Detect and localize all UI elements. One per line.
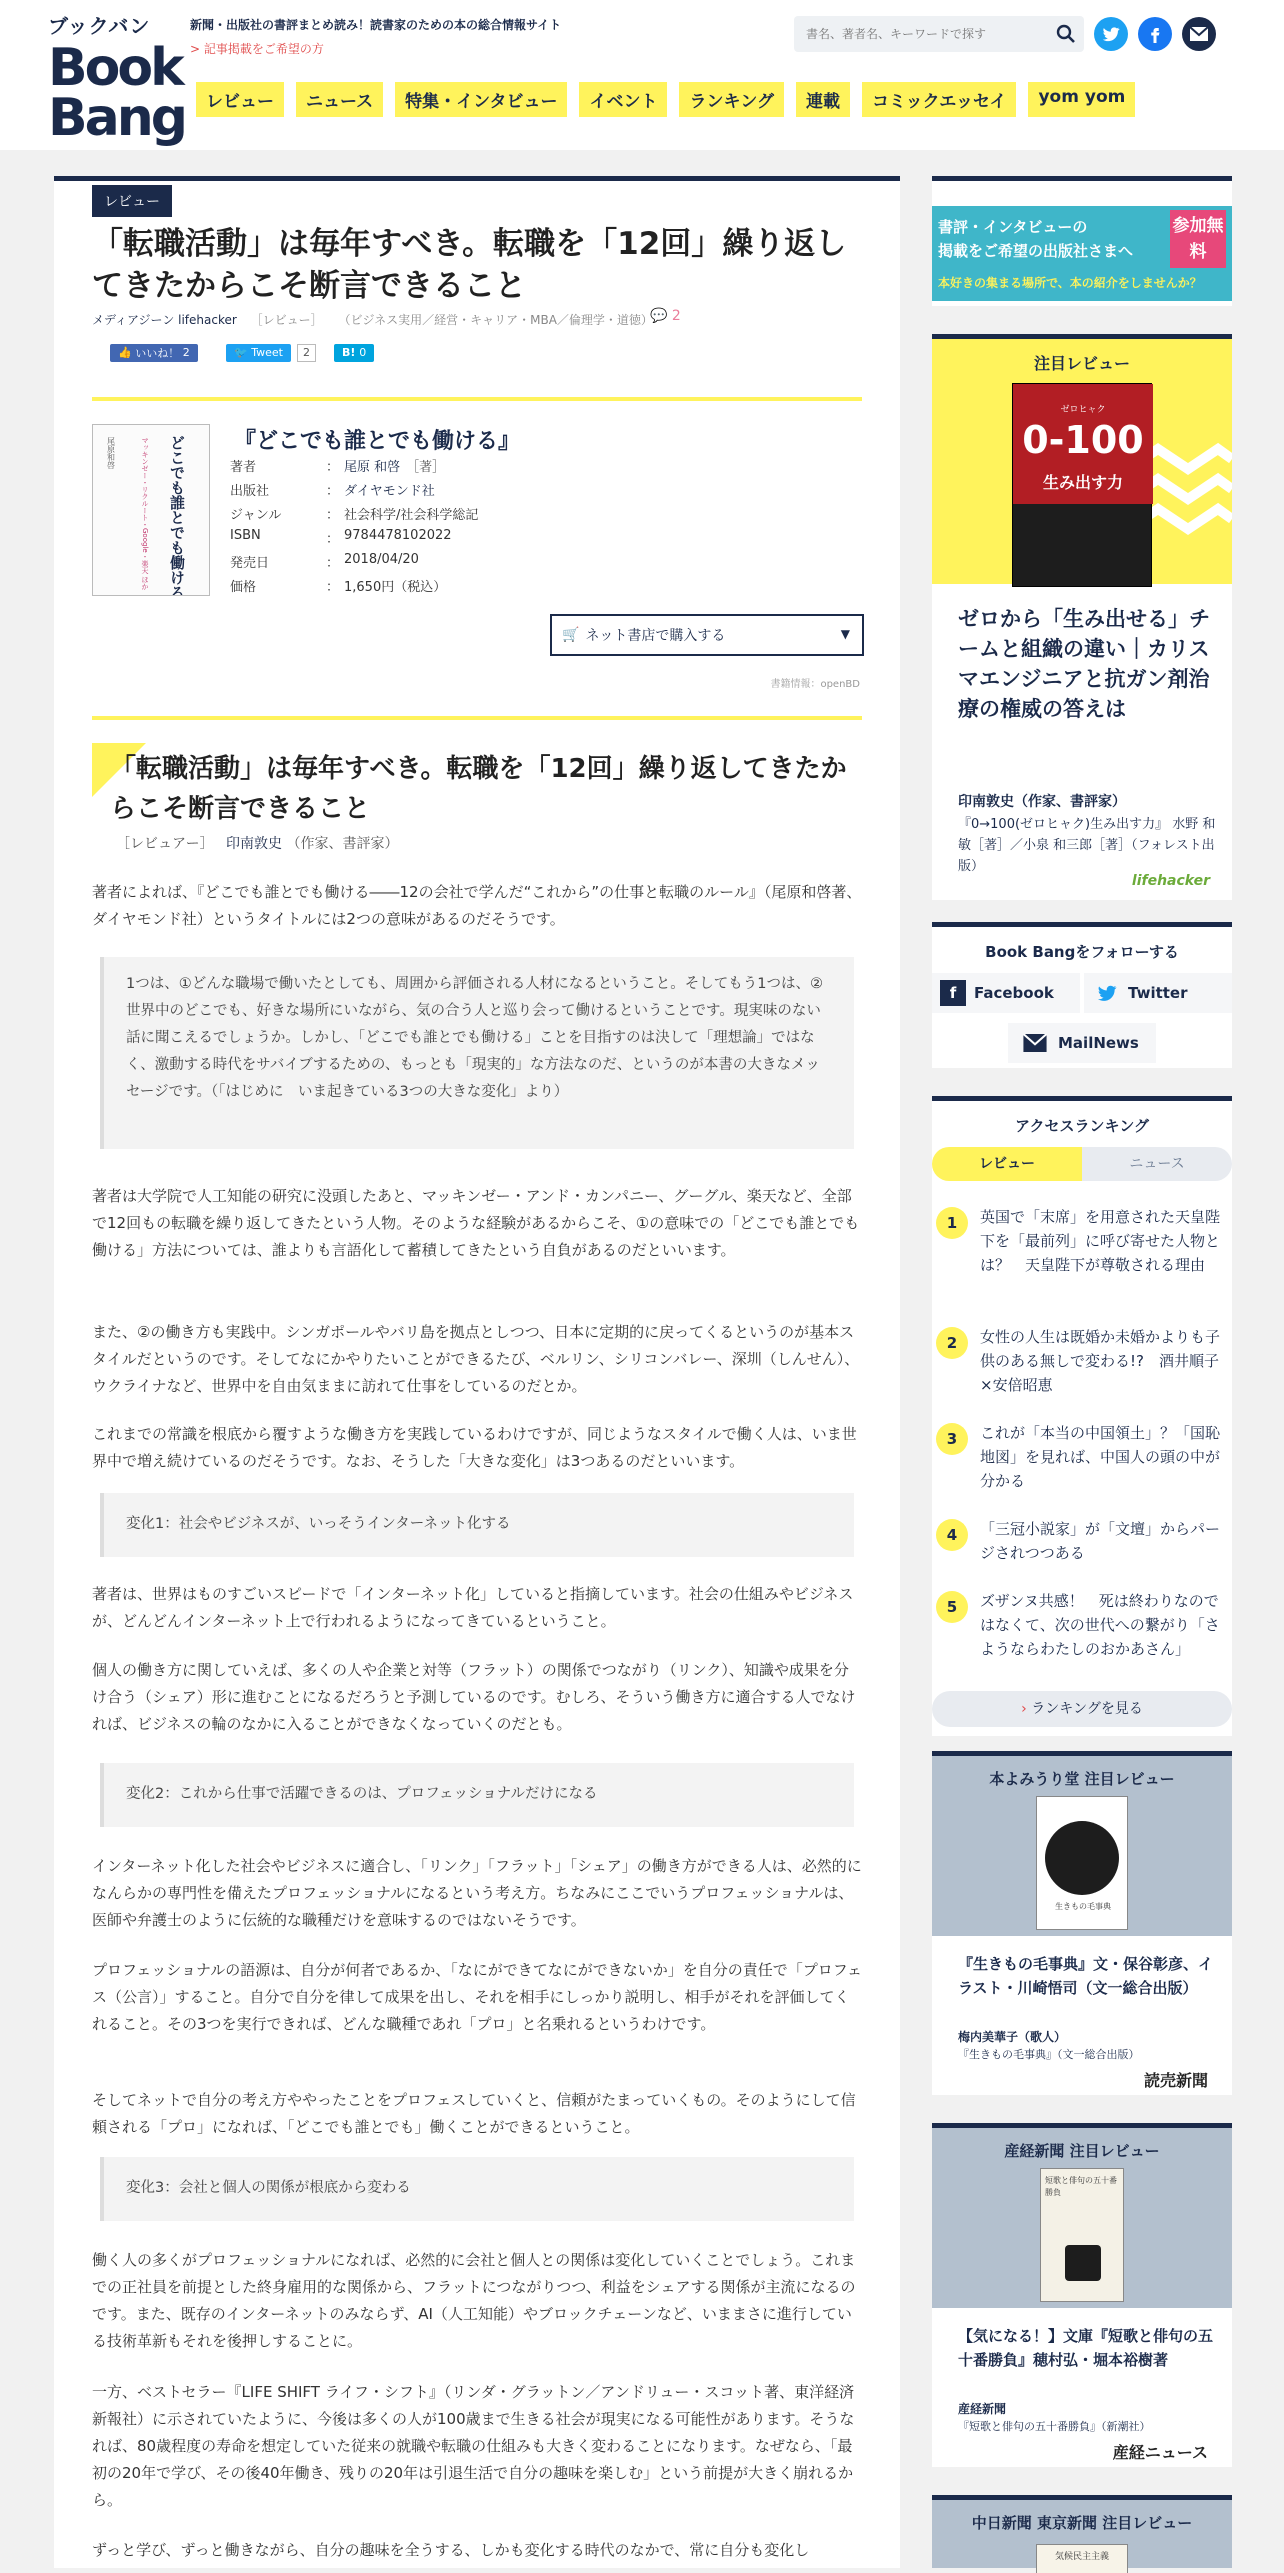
category-badge[interactable]: レビュー <box>92 185 172 217</box>
featured-title[interactable]: ゼロから「生み出せる」チームと組織の違い｜カリスマエンジニアと抗ガン剤治療の権威の答えは <box>958 607 1210 721</box>
change-heading: 変化1：社会やビジネスが、いっそうインターネット化する <box>100 1493 854 1557</box>
ranking-item[interactable]: 2 女性の人生は既婚か未婚かよりも子供のある無しで変わる!? 酒井順子×安倍昭恵 <box>932 1325 1232 1397</box>
author-link[interactable]: 尾原 和啓 <box>344 460 401 475</box>
article-meta <box>92 311 653 328</box>
site-header <box>0 0 1284 150</box>
follow-heading: Book Bangをフォローする <box>985 943 1179 961</box>
divider <box>92 397 862 401</box>
book-cover[interactable] <box>92 424 210 596</box>
tweet-button[interactable]: 🐦 Tweet 2 <box>226 343 316 362</box>
article-source[interactable]: メディアジーン lifehacker <box>92 313 237 327</box>
ad-line2: 掲載をご希望の出版社さまへ <box>938 242 1134 260</box>
main-nav <box>196 82 1135 117</box>
body-paragraph: 個人の働き方に関していえば、多くの人や企業と対等（フラット）の関係でつながり（リンク）、知識や成果を分け合う（シェア）形に進むことになるだろうと予測しているのです。むしろ、そういう働き方に適合する人でなければ、ビジネスの輪のなかに入ることができなくなっていくのだとも。 <box>92 1661 856 1733</box>
ranking-heading: アクセスランキング <box>1014 1117 1150 1135</box>
search-input[interactable] <box>794 16 1044 52</box>
ad-banner[interactable] <box>932 176 1232 306</box>
book-title[interactable]: 『どこでも誰とでも働ける』 <box>234 429 521 454</box>
sankei-heading: 産経新聞 注目レビュー <box>1004 2142 1160 2160</box>
comment-icon: 💬 <box>650 308 668 324</box>
featured-book-info[interactable]: 『0→100(ゼロヒャク)生み出す力』 水野 和敏［著］／小泉 和三郎［著］（フォレスト出版） <box>958 817 1216 874</box>
twitter-icon <box>1094 982 1120 1004</box>
publisher-link[interactable]: ダイヤモンド社 <box>344 484 435 499</box>
tab-review[interactable]: レビュー <box>932 1147 1082 1181</box>
comment-count[interactable]: 💬 2 <box>650 308 681 324</box>
divider <box>92 716 862 720</box>
ranking-more-button[interactable]: › ランキングを見る <box>932 1691 1232 1727</box>
yomiuri-heading: 本よみうり堂 注目レビュー <box>989 1770 1175 1788</box>
change-heading: 変化3：会社と個人の関係が根底から変わる <box>100 2157 854 2221</box>
mail-icon <box>1022 1034 1048 1052</box>
featured-heading: 注目レビュー <box>1033 354 1130 373</box>
body-paragraph: また、②の働き方も実践中。シンガポールやバリ島を拠点としつつ、日本に定期的に戻ってくるというのが基本スタイルだというのです。そしてなにかやりたいことができるたび、ベルリン、シリコンバレー、深圳（しんせん）、ウクライナなど、世界中を自由気ままに訪れて仕事をしているのだとか。 <box>92 1323 860 1395</box>
chunichi-heading: 中日新聞 東京新聞 注目レビュー <box>971 2514 1193 2532</box>
facebook-icon: f <box>940 980 966 1006</box>
ad-line1: 書評・インタビューの <box>938 218 1088 236</box>
sankei-book-cover[interactable]: 短歌と俳句の五十番勝負 <box>1040 2168 1124 2302</box>
article-genre[interactable]: （ビジネス実用／経営・キャリア・MBA／倫理学・道徳） <box>338 313 653 327</box>
facebook-icon[interactable] <box>1138 17 1172 51</box>
yomiuri-review-card <box>932 1751 1232 2095</box>
featured-book-cover[interactable]: ゼロヒャク 0-100 生み出す力 <box>1012 383 1152 587</box>
cover-title: どこでも誰とでも働ける <box>168 435 186 595</box>
listing-request-link[interactable]: > 記事掲載をご希望の方 <box>190 42 324 56</box>
body-paragraph: 著者は大学院で人工知能の研究に没頭したあと、マッキンゼー・アンド・カンパニー、グーグル、楽天など、全部で12回もの転職を繰り返してきたという人物。そのような経験があるからこそ、①の意味での「どこでも誰とでも働ける」方法については、誰よりも言語化して蓄積してきたという自負があるのだといいます。 <box>92 1187 860 1259</box>
lifehacker-logo: lifehacker <box>1131 873 1210 889</box>
chevron-down-icon: ▼ <box>840 627 850 641</box>
article-category[interactable]: ［レビュー］ <box>250 313 323 327</box>
cover-author: 尾原和啓 <box>106 437 116 469</box>
site-tagline: 新聞・出版社の書評まとめ読み！読書家のための本の総合情報サイト <box>190 18 562 32</box>
like-thumb-icon: 👍 <box>118 346 136 359</box>
nav-event[interactable]: イベント <box>579 82 667 117</box>
body-paragraph: 働く人の多くがプロフェッショナルになれば、必然的に会社と個人との関係は変化していくことでしょう。これまでの正社員を前提とした終身雇用的な関係から、フラットにつながりつつ、利益をシェアする関係が主流になるのです。また、既存のインターネットのみならず、AI（人工知能）やブロックチェーンなど、いままさに進行している技術革新もそれを後押しすることに。 <box>92 2251 856 2350</box>
facebook-like[interactable]: 👍 いいね！ 2 <box>110 343 198 362</box>
body-paragraph: ずっと学び、ずっと働きながら、自分の趣味を全うする、しかも変化する時代のなかで、常に自分も変化し <box>92 2541 810 2559</box>
nav-comic-essay[interactable]: コミックエッセイ <box>862 82 1016 117</box>
twitter-icon[interactable] <box>1094 17 1128 51</box>
body-paragraph: これまでの常識を根底から覆すような働き方を実践しているわけですが、同じようなスタイルで働く人は、いま世界中で増え続けているのだそうです。なお、そうした「大きな変化」は3つあるのだといいます。 <box>92 1425 857 1470</box>
follow-mail-button[interactable]: MailNews <box>1008 1023 1156 1063</box>
nav-review[interactable]: レビュー <box>196 82 284 117</box>
article-title: 「転職活動」は毎年すべき。転職を「12回」繰り返してきたからこそ断言できること <box>92 226 847 304</box>
review-subtitle: 「転職活動」は毎年すべき。転職を「12回」繰り返してきたからこそ断言できること <box>110 754 847 824</box>
spec-row: 出版社 ： ダイヤモンド社 <box>230 480 590 504</box>
sankei-book[interactable]: 『短歌と俳句の五十番勝負』（新潮社） <box>958 2420 1151 2433</box>
yomiuri-book[interactable]: 『生きもの毛事典』（文一総合出版） <box>958 2048 1140 2061</box>
logo-word-bottom: Bang <box>48 88 185 148</box>
featured-author[interactable]: 印南敦史（作家、書評家） <box>958 794 1126 810</box>
nav-serial[interactable]: 連載 <box>796 82 850 117</box>
book-spec <box>230 456 590 600</box>
body-paragraph: プロフェッショナルの語源は、自分が何者であるか、「なにができてなにができないか」を自分の責任で「プロフェス（公言）」すること。自分で自分を律して成果を出し、それを相手にしっかり説明し、相手がそれを評価してくれること。その3つを実行できれば、どんな職種であれ「プロ」と名乗れるというわけです。 <box>92 1961 862 2033</box>
body-paragraph: 一方、ベストセラー『LIFE SHIFT ライフ・シフト』（リンダ・グラットン／アンドリュー・スコット著、東洋経済新報社）に示されていたように、今後は多くの人が100歳まで生きる社会が現実になる可能性があります。そうなれば、80歳程度の寿命を想定していた従来の就職や転職の仕組みも大きく変わることになります。なぜなら、「最初の20年で学び、その後40年働き、残りの20年は引退生活で自分の趣味を楽しむ」という前提が大きく崩れるから。 <box>92 2383 855 2509</box>
spec-row: ジャンル ： 社会科学/社会科学総記 <box>230 508 479 523</box>
hatena-button[interactable]: B! 0 <box>334 343 374 362</box>
nav-yomyom[interactable]: yom yom <box>1028 82 1135 117</box>
ranking-item[interactable]: 1 英国で「末席」を用意された天皇陛下を「最前列」に呼び寄せた人物とは？ 天皇陛下が尊敬される理由 <box>932 1205 1232 1301</box>
body-paragraph: 著者によれば、『どこでも誰とでも働ける――12の会社で学んだ“これから”の仕事と転職のルール』（尾原和啓著、ダイヤモンド社）というタイトルには2つの意味があるのだそうです。 <box>92 883 862 928</box>
tweet-count: 2 <box>297 344 316 362</box>
follow-twitter-button[interactable]: Twitter <box>1084 973 1232 1013</box>
body-paragraph: インターネット化した社会やビジネスに適合し、「リンク」「フラット」「シェア」の働き方ができる人は、必然的になんらかの専門性を備えたプロフェッショナルになるという考え方。ちなみにここでいうプロフェッショナルは、医師や弁護士のように伝統的な職種だけを意味するのではないそうです。 <box>92 1857 862 1929</box>
sankei-review-card <box>932 2123 1232 2467</box>
chunichi-book-cover[interactable]: 気候民主主義 <box>1036 2544 1128 2573</box>
follow-facebook-button[interactable]: f Facebook <box>932 973 1080 1013</box>
article-main <box>54 176 900 2568</box>
ranking-card <box>932 1096 1232 1736</box>
spec-row: 価格 ： 1,650円（税込） <box>230 580 447 595</box>
nav-news[interactable]: ニュース <box>296 82 383 117</box>
sankei-logo: 産経ニュース <box>1112 2443 1208 2462</box>
book-info-source: 書籍情報：openBD <box>770 679 860 690</box>
search-icon[interactable] <box>1056 24 1076 44</box>
mail-icon[interactable] <box>1182 17 1216 51</box>
tab-news[interactable]: ニュース <box>1082 1147 1232 1181</box>
cover-sub: マッキンゼー・リクルート・Google・楽天 ほか <box>141 437 149 590</box>
reviewer-link[interactable]: 印南敦史 <box>226 836 283 852</box>
buy-online-select[interactable]: 🛒 ネット書店で購入する ▼ <box>550 614 864 656</box>
quote-block: 1つは、①どんな職場で働いたとしても、周囲から評価される人材になるということ。そしてもう1つは、②世界中のどこでも、好きな場所にいながら、気の合う人と巡り会って働けるということです。現実味のない話に聞こえるでしょうか。しかし、「どこでも誰とでも働ける」ことを目指すのは決して「理想論」ではなく、激動する時代をサバイブするための、もっとも「現実的」な方法なのだ、というのが本書の大きなメッセージです。（「はじめに いま起きている3つの大きな変化」より） <box>100 957 854 1149</box>
nav-feature[interactable]: 特集・インタビュー <box>395 82 567 117</box>
body-paragraph: そしてネットで自分の考え方ややったことをプロフェスしていくと、信頼がたまっていくもの。そのようにして信頼される「プロ」になれば、「どこでも誰とでも」働くことができるということ。 <box>92 2091 856 2136</box>
chevron-right-icon: › <box>1021 1701 1032 1717</box>
logo-kana: ブックバン <box>48 14 151 38</box>
ad-line3: 本好きの集まる場所で、本の紹介をしませんか？ <box>938 276 1202 290</box>
tweet-bird-icon: 🐦 <box>234 346 252 359</box>
ad-free-badge: 参加無料 <box>1170 210 1226 268</box>
ranking-item[interactable]: 5 ズザンヌ共感！ 死は終わりなのではなくて、次の世代への繋がり「さようならわたしのおかあさん」 <box>932 1589 1232 1661</box>
featured-review-card <box>932 334 1232 900</box>
logo-word-top: Book <box>48 38 182 98</box>
yomiuri-author[interactable]: 梅内美華子（歌人） <box>958 2030 1067 2044</box>
spec-row: 著者 ： 尾原 和啓 ［著］ <box>230 456 590 480</box>
reviewer: ［レビュアー］ 印南敦史 （作家、書評家） <box>116 836 399 852</box>
search-box <box>794 16 1084 52</box>
ranking-item[interactable]: 4 「三冠小説家」が「文壇」からパージされつつある <box>932 1517 1232 1565</box>
cart-icon: 🛒 <box>562 627 580 643</box>
follow-card <box>932 922 1232 1068</box>
change-heading: 変化2：これから仕事で活躍できるのは、プロフェッショナルだけになる <box>100 1763 854 1827</box>
yomiuri-title[interactable]: 『生きもの毛事典』文・保谷彰彦、イラスト・川崎悟司（文一総合出版） <box>958 1955 1214 1997</box>
yomiuri-logo: 読売新聞 <box>1143 2071 1208 2090</box>
body-paragraph: 著者は、世界はものすごいスピードで「インターネット化」していると指摘しています。社会の仕組みやビジネスが、どんどんインターネット上で行われるようになってきているということ。 <box>92 1585 854 1630</box>
chunichi-review-card <box>932 2495 1232 2568</box>
spec-row: 発売日 ： 2018/04/20 <box>230 552 419 571</box>
ranking-item[interactable]: 3 これが「本当の中国領土」？「国恥地図」を見れば、中国人の頭の中が分かる <box>932 1421 1232 1493</box>
yomiuri-book-cover[interactable]: 生きもの毛事典 <box>1036 1796 1128 1930</box>
spec-row: ISBN ： 9784478102022 <box>230 528 452 547</box>
sankei-title[interactable]: 【気になる！】文庫『短歌と俳句の五十番勝負』穂村弘・堀本裕樹著 <box>958 2327 1214 2369</box>
site-logo[interactable] <box>48 10 185 148</box>
sankei-author[interactable]: 産経新聞 <box>958 2402 1007 2416</box>
nav-ranking[interactable]: ランキング <box>679 82 784 117</box>
